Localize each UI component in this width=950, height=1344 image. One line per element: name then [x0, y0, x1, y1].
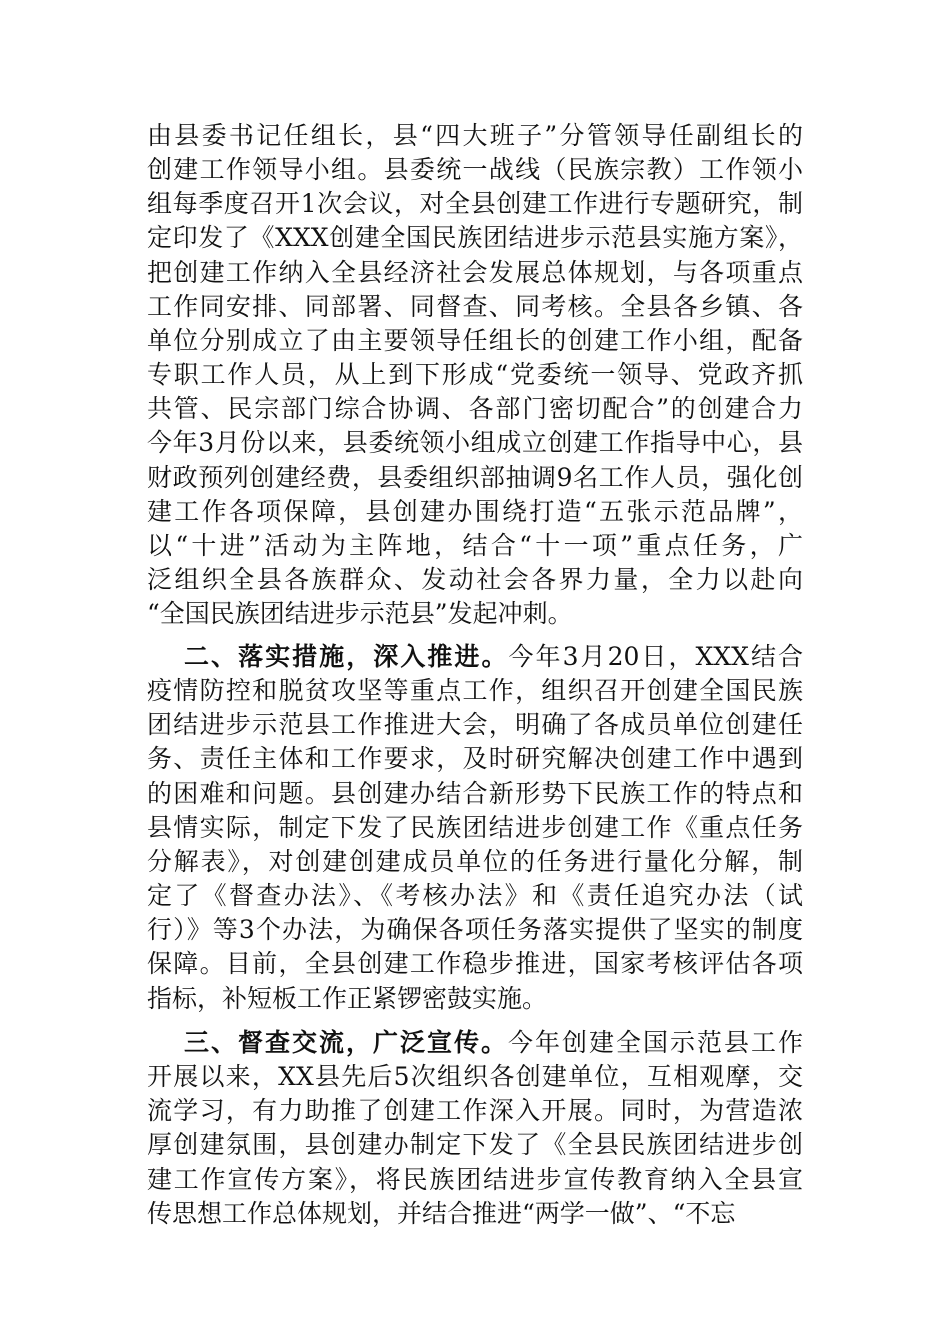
text-line [147, 1163, 803, 1197]
line-text: 把创建工作纳入全县经济社会发展总体规划，与各项重点 [147, 257, 803, 287]
line-text: 创建工作领导小组。县委统一战线（民族宗教）工作领小 [147, 155, 803, 185]
line-text: 的困难和问题。县创建办结合新形势下民族工作的特点和 [147, 778, 803, 808]
line-text: 团结进步示范县工作推进大会，明确了各成员单位创建任 [147, 710, 803, 740]
line-text: 开展以来，XX县先后5次组织各创建单位，互相观摩，交 [147, 1062, 803, 1092]
line-text: 组每季度召开1次会议，对全县创建工作进行专题研究，制 [147, 189, 803, 219]
line-text: 今年创建全国示范县工作 [507, 1028, 803, 1057]
section-heading: 三、督查交流，广泛宣传。 [184, 1028, 508, 1057]
text-line [147, 187, 803, 221]
text-line [147, 982, 803, 1016]
text-line [147, 811, 803, 845]
line-text: 务、责任主体和工作要求，及时研究解决创建工作中遇到 [147, 744, 803, 774]
line-text: 行）》等3个办法，为确保各项任务落实提供了坚实的制度 [147, 915, 803, 945]
line-text: 建工作各项保障，县创建办围绕打造“五张示范品牌”， [147, 496, 803, 526]
line-text: 流学习，有力助推了创建工作深入开展。同时，为营造浓 [147, 1096, 803, 1126]
text-line [147, 947, 803, 981]
text-line [147, 153, 803, 187]
line-text: 共管、民宗部门综合协调、各部门密切配合”的创建合力 [147, 394, 803, 424]
text-line [147, 777, 803, 811]
text-line [147, 1197, 803, 1231]
text-line [147, 742, 803, 776]
text-line [147, 845, 803, 879]
text-line [147, 879, 803, 913]
text-line [147, 221, 803, 255]
line-text: 工作同安排、同部署、同督查、同考核。全县各乡镇、各 [147, 291, 803, 321]
text-line [147, 495, 803, 529]
text-line [147, 597, 803, 631]
text-line [147, 324, 803, 358]
line-text: 专职工作人员，从上到下形成“党委统一领导、党政齐抓 [147, 360, 803, 390]
text-line [147, 1128, 803, 1162]
line-text: 保障。目前，全县创建工作稳步推进，国家考核评估各项 [147, 949, 803, 979]
line-text: 疫情防控和脱贫攻坚等重点工作，组织召开创建全国民族 [147, 676, 803, 706]
line-text: 财政预列创建经费，县委组织部抽调9名工作人员，强化创 [147, 462, 803, 492]
line-text: “全国民族团结进步示范县”发起冲刺。 [147, 599, 573, 629]
line-text: 由县委书记任组长，县“四大班子”分管领导任副组长的 [147, 121, 803, 150]
text-line [147, 461, 803, 495]
text-line [147, 913, 803, 947]
line-text: 定了《督查办法》、《考核办法》和《责任追究办法（试 [147, 881, 803, 911]
line-text: 指标，补短板工作正紧锣密鼓实施。 [147, 983, 548, 1013]
text-line [147, 256, 803, 290]
line-text: 分解表》，对创建创建成员单位的任务进行量化分解，制 [147, 846, 803, 876]
section-heading: 二、落实措施，深入推进。 [184, 642, 509, 671]
line-text: 传思想工作总体规划，并结合推进“两学一做”、“不忘 [147, 1198, 736, 1228]
line-text: 厚创建氛围，县创建办制定下发了《全县民族团结进步创 [147, 1130, 803, 1160]
line-text: 县情实际，制定下发了民族团结进步创建工作《重点任务 [147, 812, 803, 842]
text-line [147, 529, 803, 563]
text-line [147, 119, 803, 153]
text-line [147, 290, 803, 324]
line-text: 以“十进”活动为主阵地，结合“十一项”重点任务，广 [147, 530, 803, 560]
line-text: 定印发了《XXX创建全国民族团结进步示范县实施方案》， [147, 223, 803, 253]
text-line [147, 563, 803, 597]
line-text: 今年3月份以来，县委统领小组成立创建工作指导中心，县 [147, 428, 803, 458]
text-line [147, 674, 803, 708]
text-line [147, 392, 803, 426]
text-line [147, 426, 803, 460]
line-text: 泛组织全县各族群众、发动社会各界力量，全力以赴向 [147, 564, 803, 594]
text-line [184, 1026, 803, 1060]
text-line [147, 1094, 803, 1128]
line-text: 建工作宣传方案》，将民族团结进步宣传教育纳入全县宣 [147, 1164, 803, 1194]
text-line [147, 708, 803, 742]
line-text: 单位分别成立了由主要领导任组长的创建工作小组，配备 [147, 325, 803, 355]
line-text: 今年3月20日，XXX结合 [508, 642, 803, 671]
text-line [184, 640, 803, 674]
text-line [147, 358, 803, 392]
text-line [147, 1060, 803, 1094]
